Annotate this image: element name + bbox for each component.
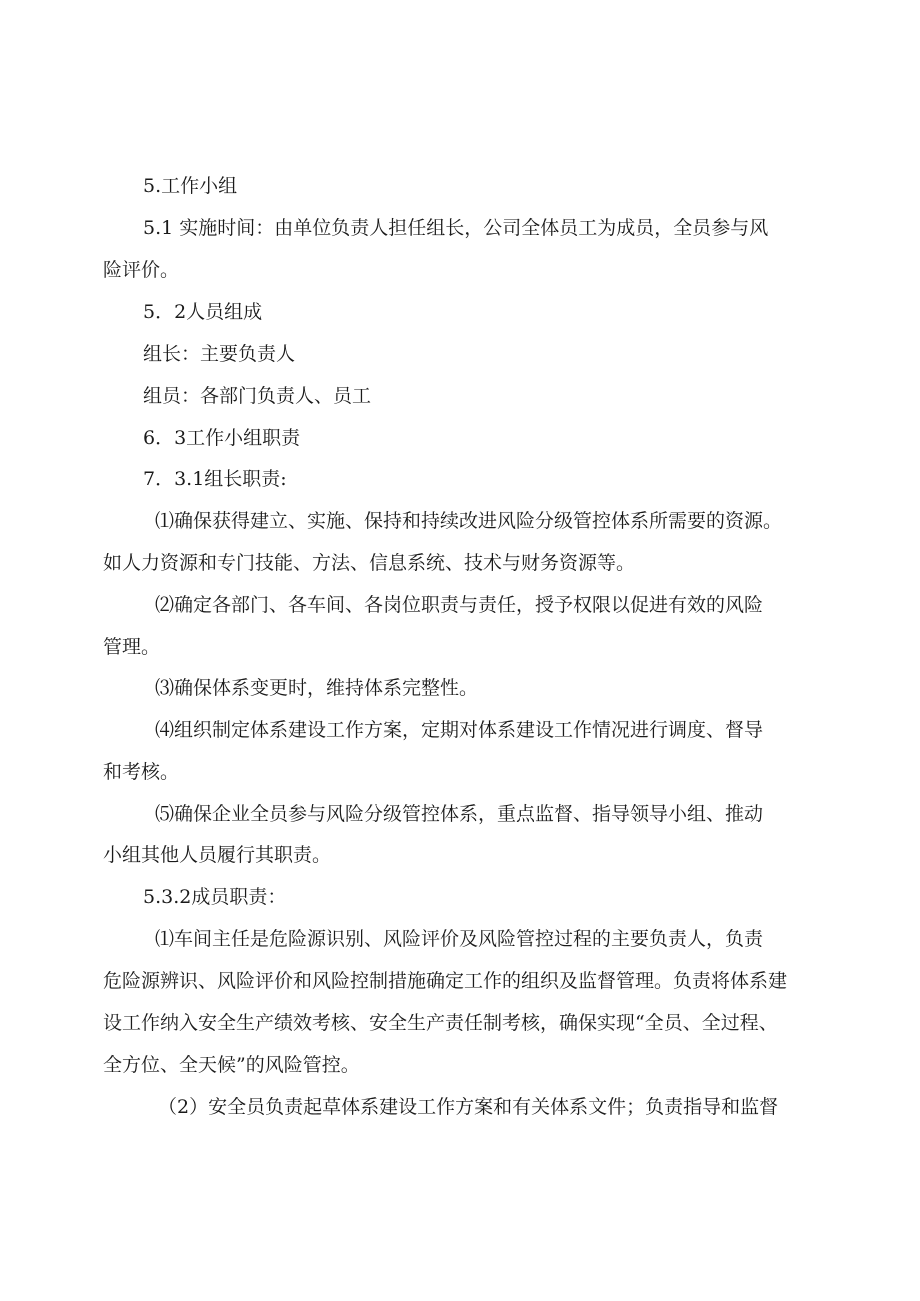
paragraph-line: 管理。	[103, 636, 161, 658]
paragraph-line: 组长：主要负责人	[143, 343, 296, 365]
section-heading: 5．2人员组成	[143, 301, 263, 323]
section-heading: 5.工作小组	[143, 175, 238, 197]
paragraph-line: 全方位、全天候”的风险管控。	[103, 1054, 360, 1076]
paragraph-line: 5.1 实施时间：由单位负责人担任组长，公司全体员工为成员，全员参与风	[143, 217, 769, 239]
list-item: ⑴确保获得建立、实施、保持和持续改进风险分级管控体系所需要的资源。	[155, 510, 783, 532]
list-item: ⑸确保企业全员参与风险分级管控体系，重点监督、指导领导小组、推动	[155, 803, 764, 825]
list-item: ⑴车间主任是危险源识别、风险评价及风险管控过程的主要负责人，负责	[155, 928, 764, 950]
paragraph-line: 危险源辨识、风险评价和风险控制措施确定工作的组织及监督管理。负责将体系建	[103, 970, 788, 992]
paragraph-line: 险评价。	[103, 259, 180, 281]
list-item: （2）安全员负责起草体系建设工作方案和有关体系文件；负责指导和监督	[158, 1096, 779, 1118]
list-item: ⑵确定各部门、各车间、各岗位职责与责任，授予权限以促进有效的风险	[155, 594, 764, 616]
paragraph-line: 组员：各部门负责人、员工	[143, 385, 372, 407]
list-item: ⑷组织制定体系建设工作方案，定期对体系建设工作情况进行调度、督导	[155, 719, 764, 741]
section-heading: 7．3.1组长职责:	[143, 468, 287, 490]
paragraph-line: 如人力资源和专门技能、方法、信息系统、技术与财务资源等。	[103, 552, 636, 574]
paragraph-line: 小组其他人员履行其职责。	[103, 844, 332, 866]
paragraph-line: 和考核。	[103, 761, 180, 783]
section-heading: 5.3.2成员职责：	[143, 886, 287, 908]
section-heading: 6．3工作小组职责	[143, 427, 301, 449]
paragraph-line: 设工作纳入安全生产绩效考核、安全生产责任制考核，确保实现“全员、全过程、	[103, 1012, 778, 1034]
list-item: ⑶确保体系变更时，维持体系完整性。	[155, 677, 479, 699]
